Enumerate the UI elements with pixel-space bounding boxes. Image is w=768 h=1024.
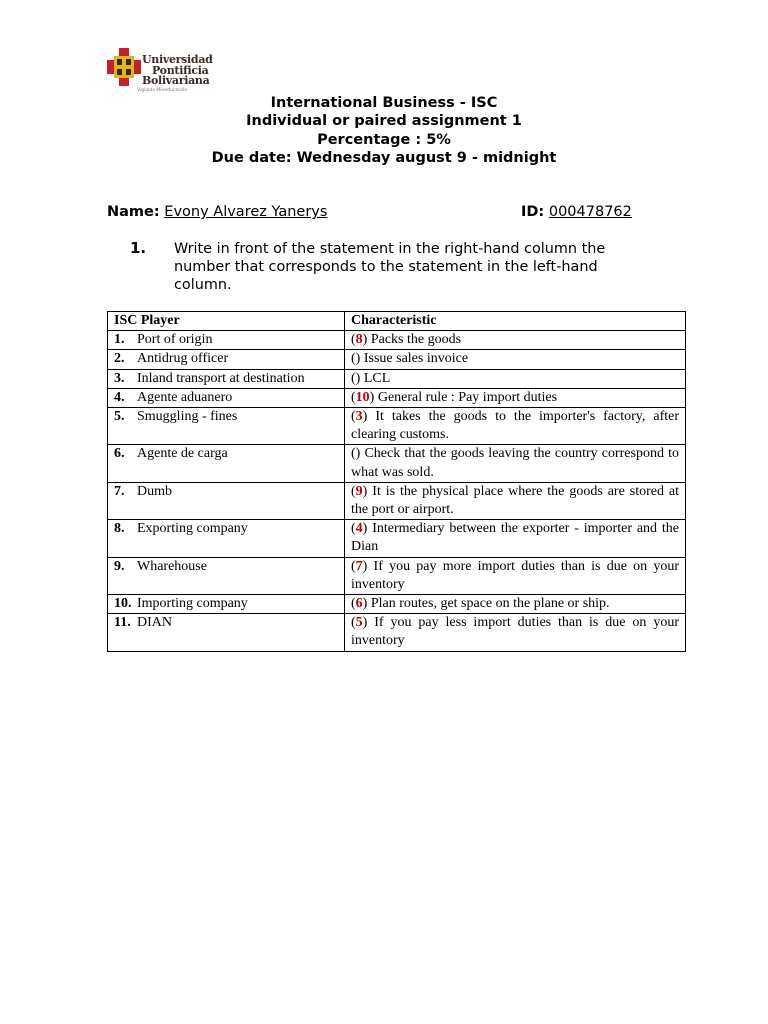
isc-player-cell [108, 445, 345, 482]
id-label: ID: [521, 204, 545, 220]
row-number: 5. [114, 409, 125, 425]
isc-player: Exporting company [137, 521, 248, 537]
isc-player: Agente de carga [137, 446, 228, 462]
characteristic-cell: (7) If you pay more import duties than is due on your inventory [345, 557, 686, 594]
characteristic-cell: (8) Packs the goods [345, 331, 686, 350]
table-body [108, 331, 686, 651]
characteristic-cell: (9) It is the physical place where the goods are stored at the port or airport. [345, 482, 686, 519]
characteristic-text: Intermediary between the exporter - importer and the Dian [351, 521, 679, 555]
characteristic-text: It takes the goods to the importer's factory, after clearing customs. [351, 409, 679, 443]
characteristic-text: Packs the goods [367, 332, 462, 348]
logo-line-3: Bolivariana [142, 74, 210, 87]
student-name-row [107, 203, 327, 221]
question-number: 1. [130, 239, 147, 257]
table-row [108, 388, 686, 407]
row-number: 11. [114, 615, 131, 631]
characteristic-cell: () LCL [345, 369, 686, 388]
document-due-date: Due date: Wednesday august 9 - midnight [211, 149, 557, 166]
table-row [108, 408, 686, 445]
isc-matching-table [107, 311, 686, 652]
isc-player: Port of origin [137, 332, 213, 348]
isc-player: Agente aduanero [137, 389, 233, 405]
isc-player-cell [108, 388, 345, 407]
isc-player-cell [108, 595, 345, 614]
characteristic-cell: (6) Plan routes, get space on the plane or ship. [345, 595, 686, 614]
header-isc-player: ISC Player [108, 312, 345, 331]
characteristic-cell: (4) Intermediary between the exporter - importer and the Dian [345, 520, 686, 557]
table-row [108, 350, 686, 369]
characteristic-text: If you pay more import duties than is due on your inventory [351, 558, 679, 592]
characteristic-cell: (5) If you pay less import duties than is due on your inventory [345, 614, 686, 651]
isc-player-cell [108, 482, 345, 519]
student-id: 000478762 [548, 204, 632, 220]
isc-player-cell [108, 408, 345, 445]
characteristic-text: If you pay less import duties than is due on your inventory [351, 615, 679, 649]
document-title: International Business - ISC [270, 95, 498, 111]
document-percentage: Percentage : 5% [317, 131, 451, 148]
table-row [108, 331, 686, 350]
logo-line-2: Pontificia [152, 64, 209, 77]
isc-player: Dumb [137, 483, 172, 499]
characteristic-text: LCL [360, 370, 391, 386]
characteristic-text: It is the physical place where the goods are stored at the port or airport. [351, 483, 679, 518]
row-number: 3. [114, 370, 125, 386]
logo-line-1: Universidad [142, 53, 213, 66]
isc-player-cell [108, 369, 345, 388]
answer-number: 8 [355, 332, 363, 348]
document-header [0, 94, 768, 167]
characteristic-cell: (10) General rule : Pay import duties [345, 388, 686, 407]
answer-number: 7 [355, 558, 363, 574]
logo-tagline: Vigilada Mineducación [137, 88, 188, 93]
isc-player-cell [108, 614, 345, 651]
characteristic-text: Check that the goods leaving the country correspond to what was sold. [351, 446, 679, 480]
row-number: 10. [114, 596, 132, 612]
isc-player-cell [108, 557, 345, 594]
characteristic-text: Plan routes, get space on the plane or ship. [367, 596, 610, 612]
university-logo [107, 46, 217, 96]
table-row [108, 482, 686, 519]
row-number: 4. [114, 389, 125, 405]
isc-player: Importing company [137, 596, 248, 612]
isc-player-cell [108, 520, 345, 557]
document-subtitle: Individual or paired assignment 1 [246, 113, 522, 130]
row-number: 1. [114, 332, 125, 348]
isc-player: Antidrug officer [137, 351, 229, 367]
answer-number: 3 [355, 409, 363, 425]
row-number: 9. [114, 558, 125, 574]
table-header-row [108, 312, 686, 331]
table-row [108, 445, 686, 482]
isc-player: Wharehouse [137, 558, 207, 574]
characteristic-cell: () Check that the goods leaving the country correspond to what was sold. [345, 445, 686, 482]
table-row [108, 557, 686, 594]
characteristic-text: General rule : Pay import duties [374, 389, 558, 405]
student-name: Evony Alvarez Yanerys [164, 204, 328, 220]
isc-player: Smuggling - fines [137, 409, 238, 425]
isc-player: Inland transport at destination [137, 370, 305, 386]
answer-number: 6 [355, 596, 363, 612]
table-row [108, 595, 686, 614]
table-row [108, 369, 686, 388]
row-number: 7. [114, 483, 125, 499]
table-row [108, 614, 686, 651]
answer-number: 4 [355, 521, 363, 537]
table-row [108, 520, 686, 557]
characteristic-cell: (3) It takes the goods to the importer's factory, after clearing customs. [345, 408, 686, 445]
row-number: 8. [114, 521, 125, 537]
isc-player: DIAN [137, 615, 172, 631]
answer-number: 10 [355, 389, 370, 405]
answer-number: 5 [355, 615, 363, 631]
name-label: Name: [107, 204, 160, 220]
student-id-row [521, 203, 632, 221]
university-crest-icon [107, 48, 141, 88]
characteristic-text: Issue sales invoice [360, 351, 469, 367]
isc-player-cell [108, 331, 345, 350]
header-characteristic: Characteristic [345, 312, 686, 331]
answer-number: 9 [355, 483, 363, 499]
characteristic-cell: () Issue sales invoice [345, 350, 686, 369]
isc-player-cell [108, 350, 345, 369]
row-number: 2. [114, 351, 125, 367]
question-text: Write in front of the statement in the right-hand column the number that corresponds to the statement in the left-hand column. [174, 241, 606, 293]
row-number: 6. [114, 446, 125, 462]
